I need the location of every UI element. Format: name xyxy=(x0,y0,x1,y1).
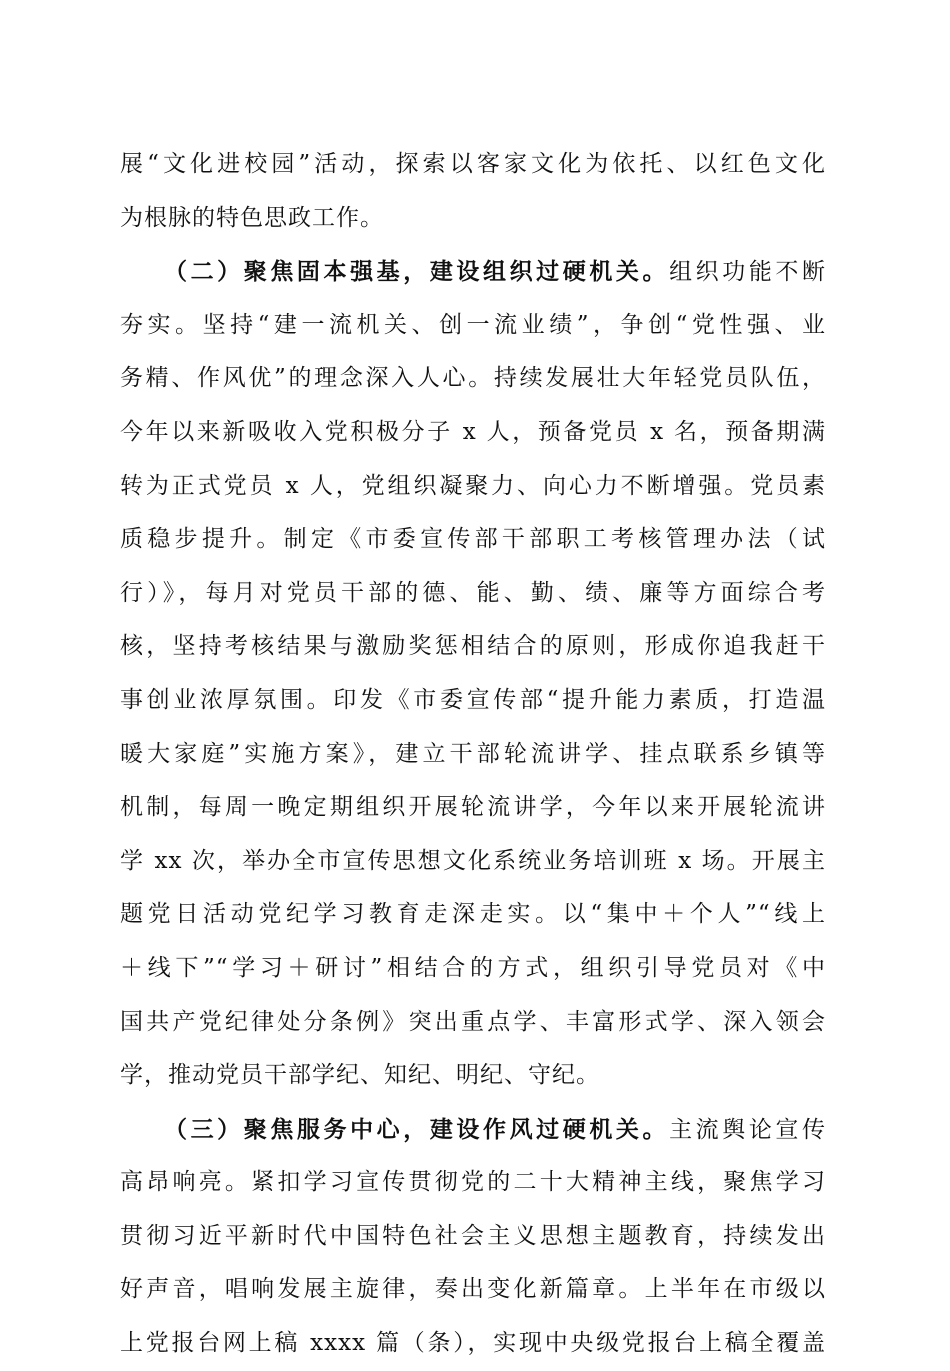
paragraph-2-line-16: 学，推动党员干部学纪、知纪、明纪、守纪。 xyxy=(120,1062,600,1089)
document-body xyxy=(120,138,826,1371)
paragraph-3-line-4: 好声音，唱响发展主旋律，奏出变化新篇章。上半年在市级以 xyxy=(120,1276,826,1303)
section-heading-3: （三）聚焦服务中心，建设作风过硬机关。 xyxy=(164,1115,670,1143)
paragraph-2-line-7: 行）》，每月对党员干部的德、能、勤、绩、廉等方面综合考 xyxy=(120,579,826,606)
paragraph-3-line-2: 高昂响亮。紧扣学习宣传贯彻党的二十大精神主线，聚焦学习 xyxy=(120,1169,826,1196)
paragraph-2-line-15: 国共产党纪律处分条例》突出重点学、丰富形式学、深入领会 xyxy=(120,1008,826,1035)
paragraph-1-line-1: 展“文化进校园”活动，探索以客家文化为依托、以红色文化 xyxy=(120,151,826,177)
paragraph-2-line-6: 质稳步提升。制定《市委宣传部干部职工考核管理办法（试 xyxy=(120,526,826,553)
paragraph-3-line-5: 上党报台网上稿 xxxx 篇（条），实现中央级党报台上稿全覆盖 xyxy=(120,1330,826,1357)
paragraph-2-line-1 xyxy=(120,245,826,299)
paragraph-2-line-13: 题党日活动党纪学习教育走深走实。以“集中＋个人”“线上 xyxy=(120,901,826,928)
paragraph-2-line-10: 暖大家庭”实施方案》，建立干部轮流讲学、挂点联系乡镇等 xyxy=(120,740,826,767)
paragraph-3-line-3: 贯彻习近平新时代中国特色社会主义思想主题教育，持续发出 xyxy=(120,1222,826,1249)
paragraph-1-line-2: 为根脉的特色思政工作。 xyxy=(120,204,384,231)
paragraph-2-line-14: ＋线下”“学习＋研讨”相结合的方式，组织引导党员对《中 xyxy=(120,954,826,981)
paragraph-2-line-1-rest: 组织功能不断 xyxy=(669,259,826,286)
paragraph-2-line-11: 机制，每周一晚定期组织开展轮流讲学，今年以来开展轮流讲 xyxy=(120,794,826,821)
paragraph-2-line-12: 学 xx 次，举办全市宣传思想文化系统业务培训班 x 场。开展主 xyxy=(120,847,826,874)
paragraph-2-line-9: 事创业浓厚氛围。印发《市委宣传部“提升能力素质，打造温 xyxy=(120,686,826,713)
section-heading-2: （二）聚焦固本强基，建设组织过硬机关。 xyxy=(164,258,670,286)
paragraph-3-line-1 xyxy=(120,1103,826,1157)
paragraph-2-line-8: 核，坚持考核结果与激励奖惩相结合的原则，形成你追我赶干 xyxy=(120,633,826,660)
paragraph-2-line-4: 今年以来新吸收入党积极分子 x 人，预备党员 x 名，预备期满 xyxy=(120,418,826,445)
paragraph-2-line-5: 转为正式党员 x 人，党组织凝聚力、向心力不断增强。党员素 xyxy=(120,472,826,499)
paragraph-2-line-2: 夯实。坚持“建一流机关、创一流业绩”，争创“党性强、业 xyxy=(120,311,826,338)
paragraph-2-line-3: 务精、作风优”的理念深入人心。持续发展壮大年轻党员队伍， xyxy=(120,365,826,392)
paragraph-3-line-1-rest: 主流舆论宣传 xyxy=(669,1116,826,1143)
